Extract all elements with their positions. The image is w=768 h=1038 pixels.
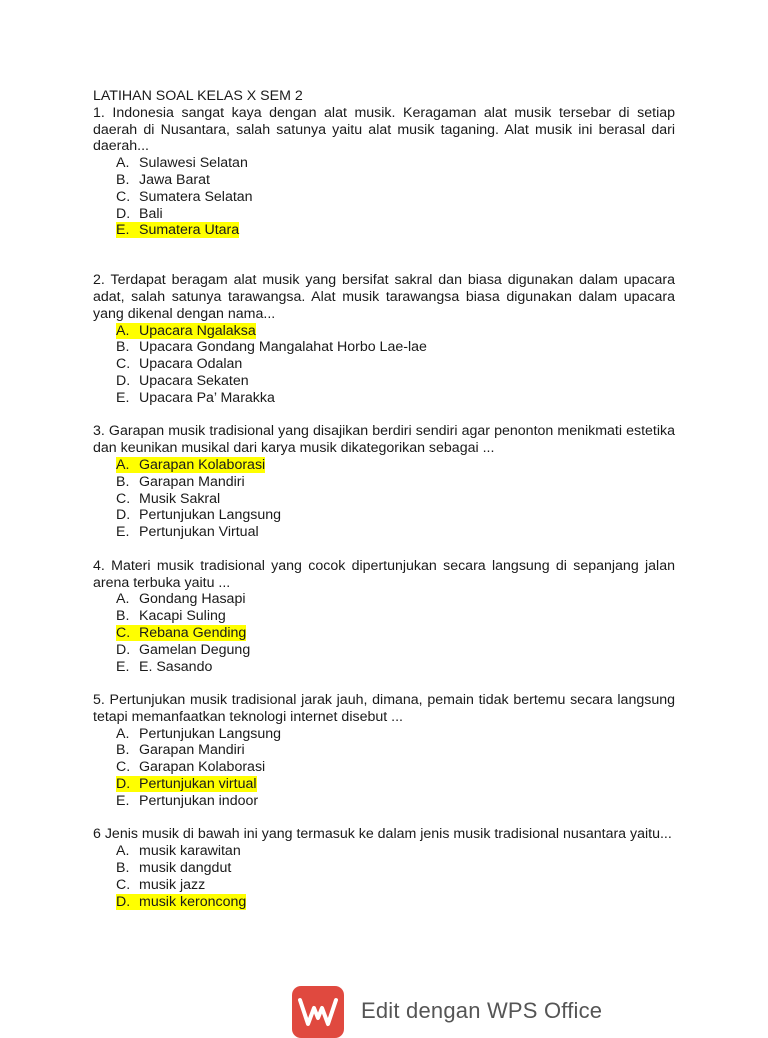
question-text: 6 Jenis musik di bawah ini yang termasuk ke dalam jenis musik tradisional nusantara yaitu... bbox=[93, 826, 672, 843]
answer-option-text: Kacapi Suling bbox=[139, 608, 226, 625]
answer-option-letter: A. bbox=[116, 155, 130, 172]
answer-option-content bbox=[116, 591, 245, 607]
answer-option-text: musik jazz bbox=[139, 876, 206, 893]
answer-option-text: Upacara Sekaten bbox=[139, 372, 249, 389]
answer-option-letter: A. bbox=[116, 322, 130, 339]
answer-option-letter: E. bbox=[116, 658, 130, 675]
question-text: 4. Materi musik tradisional yang cocok dipertunjukan secara langsung di sepanjang jalan arena terbuka yaitu ... bbox=[93, 557, 675, 591]
question-block bbox=[93, 558, 675, 676]
answer-option-content bbox=[116, 155, 248, 171]
answer-option-content bbox=[116, 742, 245, 758]
answer-option-letter: B. bbox=[116, 860, 130, 877]
answer-option-text: Garapan Kolaborasi bbox=[139, 456, 266, 473]
answer-option-correct bbox=[116, 625, 675, 642]
answer-option-letter: B. bbox=[116, 473, 130, 490]
answer-options bbox=[93, 843, 675, 910]
answer-option-letter: E. bbox=[116, 792, 130, 809]
answer-option bbox=[116, 339, 675, 356]
answer-option-text: Garapan Mandiri bbox=[139, 473, 245, 490]
answer-option-content bbox=[116, 390, 275, 406]
answer-option-correct bbox=[116, 457, 675, 474]
answer-option-content bbox=[116, 860, 231, 876]
answer-option bbox=[116, 659, 675, 676]
answer-option bbox=[116, 474, 675, 491]
question-block bbox=[93, 423, 675, 541]
answer-option bbox=[116, 759, 675, 776]
answer-option-content bbox=[116, 323, 256, 339]
answer-option-letter: D. bbox=[116, 372, 131, 389]
question-text: 1. Indonesia sangat kaya dengan alat musik. Keragaman alat musik tersebar di setiap daerah di Nusantara, salah satunya yaitu alat musik taganing. Alat musik ini berasal dari daerah... bbox=[93, 104, 675, 155]
answer-option-text: Bali bbox=[139, 205, 163, 222]
answer-option-correct bbox=[116, 776, 675, 793]
answer-option bbox=[116, 591, 675, 608]
answer-option bbox=[116, 356, 675, 373]
answer-option-letter: B. bbox=[116, 171, 130, 188]
answer-option-content bbox=[116, 206, 163, 222]
answer-option-letter: C. bbox=[116, 624, 131, 641]
answer-option-text: Pertunjukan Virtual bbox=[139, 524, 259, 541]
answer-option bbox=[116, 642, 675, 659]
answer-option bbox=[116, 390, 675, 407]
answer-option-letter: C. bbox=[116, 876, 131, 893]
answer-option-text: Upacara Pa’ Marakka bbox=[139, 389, 275, 406]
answer-option bbox=[116, 507, 675, 524]
question-text: 3. Garapan musik tradisional yang disajikan berdiri sendiri agar penonton menikmati estetika dan keunikan musikal dari karya musik dikategorikan sebagai ... bbox=[93, 423, 675, 457]
answer-option-letter: B. bbox=[116, 339, 130, 356]
answer-option-text: musik karawitan bbox=[139, 843, 241, 860]
answer-option-content bbox=[116, 642, 250, 658]
answer-option bbox=[116, 155, 675, 172]
answer-option-text: musik dangdut bbox=[139, 860, 232, 877]
question-block bbox=[93, 826, 675, 910]
answer-option-text: Pertunjukan indoor bbox=[139, 792, 259, 809]
answer-option-content bbox=[116, 659, 212, 675]
answer-option-letter: D. bbox=[116, 507, 131, 524]
answer-option-content bbox=[116, 793, 258, 809]
answer-option-letter: C. bbox=[116, 188, 131, 205]
answer-option-correct bbox=[116, 894, 675, 911]
answer-option-letter: C. bbox=[116, 759, 131, 776]
answer-option-correct bbox=[116, 222, 675, 239]
answer-option-text: Garapan Mandiri bbox=[139, 742, 245, 759]
answer-option-content bbox=[116, 457, 265, 473]
answer-option-content bbox=[116, 776, 257, 792]
answer-option bbox=[116, 189, 675, 206]
answer-option-letter: E. bbox=[116, 389, 130, 406]
wps-office-logo-icon bbox=[292, 986, 344, 1038]
answer-option-letter: C. bbox=[116, 356, 131, 373]
answer-option-text: Pertunjukan virtual bbox=[139, 776, 257, 793]
answer-option-content bbox=[116, 625, 246, 641]
answer-option-text: Upacara Gondang Mangalahat Horbo Lae-lae bbox=[139, 339, 427, 356]
answer-option-letter: D. bbox=[116, 641, 131, 658]
answer-option-content bbox=[116, 759, 265, 775]
answer-option-content bbox=[116, 524, 259, 540]
answer-option-text: Pertunjukan Langsung bbox=[139, 725, 281, 742]
answer-option bbox=[116, 860, 675, 877]
answer-option bbox=[116, 373, 675, 390]
question-block bbox=[93, 692, 675, 810]
wps-edit-label: Edit dengan WPS Office bbox=[361, 998, 603, 1023]
answer-options bbox=[93, 323, 675, 407]
answer-option bbox=[116, 608, 675, 625]
answer-option-letter: C. bbox=[116, 490, 131, 507]
document-page bbox=[93, 88, 675, 910]
answer-option-text: Garapan Kolaborasi bbox=[139, 759, 266, 776]
answer-option-content bbox=[116, 356, 242, 372]
answer-option-text: Upacara Ngalaksa bbox=[139, 322, 256, 339]
answer-option-letter: B. bbox=[116, 608, 130, 625]
answer-option bbox=[116, 742, 675, 759]
answer-options bbox=[93, 155, 675, 239]
answer-option-letter: A. bbox=[116, 843, 130, 860]
answer-option bbox=[116, 726, 675, 743]
answer-option-letter: D. bbox=[116, 205, 131, 222]
answer-option-content bbox=[116, 726, 281, 742]
question-list bbox=[93, 105, 675, 911]
answer-option-content bbox=[116, 843, 241, 859]
answer-option-letter: E. bbox=[116, 222, 130, 239]
answer-option-text: Sumatera Utara bbox=[139, 222, 240, 239]
answer-option-letter: E. bbox=[116, 524, 130, 541]
answer-options bbox=[93, 726, 675, 810]
answer-option-content bbox=[116, 189, 253, 205]
answer-option-letter: D. bbox=[116, 893, 131, 910]
answer-option bbox=[116, 524, 675, 541]
answer-option-content bbox=[116, 339, 427, 355]
answer-option-content bbox=[116, 373, 249, 389]
answer-options bbox=[93, 591, 675, 675]
answer-option-text: Sumatera Selatan bbox=[139, 188, 253, 205]
answer-option-content bbox=[116, 222, 239, 238]
document-title: LATIHAN SOAL KELAS X SEM 2 bbox=[93, 88, 303, 104]
answer-option-text: Gamelan Degung bbox=[139, 641, 251, 658]
answer-option bbox=[116, 491, 675, 508]
answer-option-content bbox=[116, 474, 245, 490]
answer-option-text: Gondang Hasapi bbox=[139, 591, 246, 608]
question-text: 5. Pertunjukan musik tradisional jarak jauh, dimana, pemain tidak bertemu secara langsung tetapi memanfaatkan teknologi internet disebut ... bbox=[93, 692, 675, 725]
answer-option-text: Rebana Gending bbox=[139, 624, 247, 641]
answer-option-letter: A. bbox=[116, 591, 130, 608]
answer-option-text: musik keroncong bbox=[139, 893, 247, 910]
answer-option-content bbox=[116, 894, 246, 910]
answer-option bbox=[116, 206, 675, 223]
answer-option-letter: B. bbox=[116, 742, 130, 759]
answer-option-text: Sulawesi Selatan bbox=[139, 155, 248, 172]
answer-option-content bbox=[116, 877, 205, 893]
answer-option-letter: A. bbox=[116, 456, 130, 473]
question-block bbox=[93, 105, 675, 239]
question-block bbox=[93, 272, 675, 406]
answer-option-letter: A. bbox=[116, 725, 130, 742]
answer-option-content bbox=[116, 507, 281, 523]
answer-option bbox=[116, 877, 675, 894]
answer-option-text: Musik Sakral bbox=[139, 490, 221, 507]
answer-option-letter: D. bbox=[116, 776, 131, 793]
answer-option-content bbox=[116, 608, 226, 624]
answer-option bbox=[116, 843, 675, 860]
answer-option-content bbox=[116, 172, 210, 188]
answer-option-text: Pertunjukan Langsung bbox=[139, 507, 281, 524]
answer-option-content bbox=[116, 491, 220, 507]
question-text: 2. Terdapat beragam alat musik yang bersifat sakral dan biasa digunakan dalam upacara adat, salah satunya tarawangsa. Alat musik tarawangsa biasa digunakan dalam upacara yang dikenal dengan nama... bbox=[93, 272, 675, 322]
answer-option-text: E. Sasando bbox=[139, 658, 213, 675]
answer-option-text: Upacara Odalan bbox=[139, 356, 243, 373]
answer-options bbox=[93, 457, 675, 541]
answer-option-text: Jawa Barat bbox=[139, 171, 210, 188]
answer-option bbox=[116, 172, 675, 189]
answer-option-correct bbox=[116, 323, 675, 340]
wps-edit-banner[interactable] bbox=[292, 986, 602, 1024]
answer-option bbox=[116, 793, 675, 810]
